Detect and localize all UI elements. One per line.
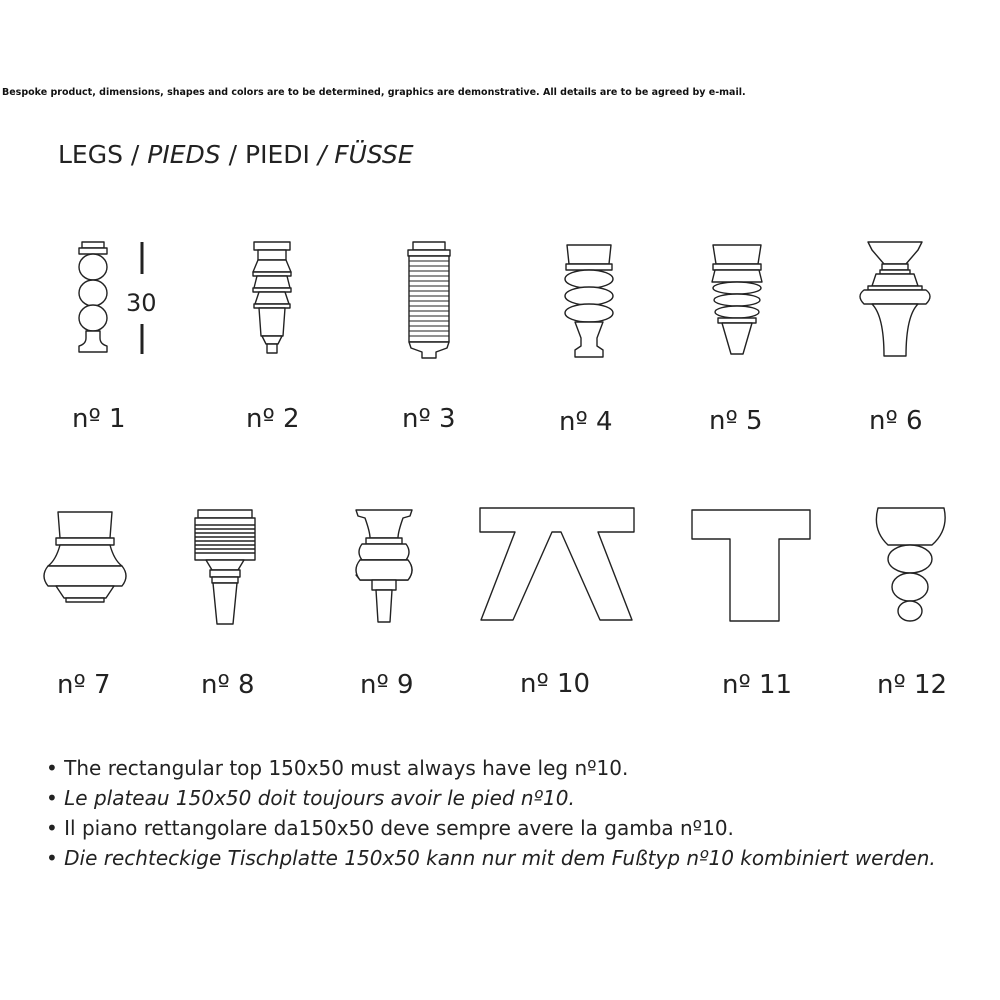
leg-label-10: nº 10: [520, 669, 591, 699]
leg-label-8: nº 8: [201, 670, 255, 700]
disclaimer-text: Bespoke product, dimensions, shapes and colors are to be determined, graphics are demonstrative. All details are to be agreed by e-mail.: [2, 87, 746, 98]
leg-label-3: nº 3: [402, 404, 456, 434]
leg-1-drawing: [79, 242, 107, 352]
leg-label-6: nº 6: [869, 406, 923, 436]
title-fr: PIEDS: [147, 140, 221, 169]
title-en: LEGS /: [58, 140, 140, 169]
leg-label-11: nº 11: [722, 670, 793, 700]
leg-6-drawing: [860, 242, 930, 356]
leg-3-drawing: [408, 242, 450, 358]
leg-10-drawing: [480, 508, 634, 620]
note-en: • The rectangular top 150x50 must always have leg nº10.: [46, 756, 629, 780]
leg-7-drawing: [44, 512, 126, 602]
leg-2-drawing: [253, 242, 291, 353]
leg-5-drawing: [712, 245, 762, 354]
leg-label-7: nº 7: [57, 670, 111, 700]
leg-11-drawing: [692, 510, 810, 621]
title-de: / FÜSSE: [317, 140, 414, 169]
dimension-label: 30: [126, 289, 157, 317]
note-it: • Il piano rettangolare da150x50 deve sempre avere la gamba nº10.: [46, 816, 734, 840]
leg-label-1: nº 1: [72, 404, 126, 434]
leg-8-drawing: [195, 510, 255, 624]
leg-4-drawing: [565, 245, 613, 357]
leg-label-5: nº 5: [709, 406, 763, 436]
leg-9-drawing: [356, 510, 412, 622]
leg-label-4: nº 4: [559, 407, 613, 437]
leg-12-drawing: [876, 508, 945, 621]
leg-label-12: nº 12: [877, 670, 948, 700]
note-de: • Die rechteckige Tischplatte 150x50 kann nur mit dem Fußtyp nº10 kombiniert werden.: [46, 846, 936, 870]
note-fr: • Le plateau 150x50 doit toujours avoir le pied nº10.: [46, 786, 575, 810]
leg-label-2: nº 2: [246, 404, 300, 434]
title-it: / PIEDI: [228, 140, 310, 169]
leg-label-9: nº 9: [360, 670, 414, 700]
